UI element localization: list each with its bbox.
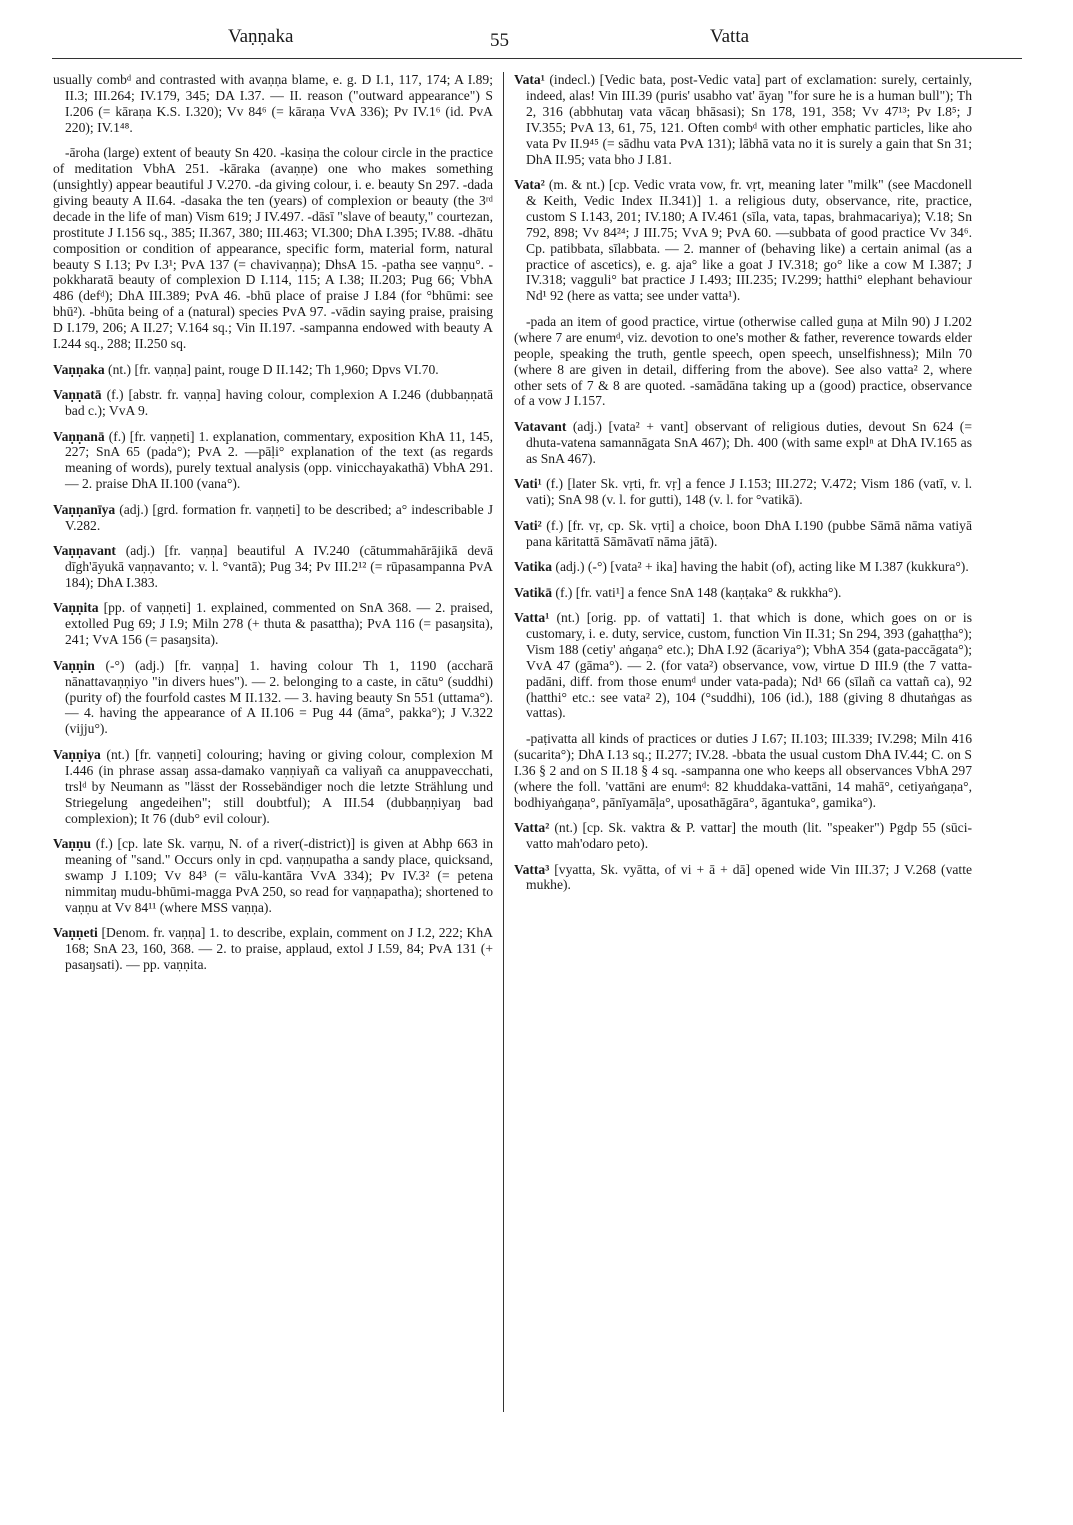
- dictionary-entry: [53, 836, 493, 916]
- entry-body: (indecl.) [Vedic bata, post-Vedic vata] part of exclamation: surely, certainly, indeed, alas! Vin III.39 (puris' usabho vat' āyaŋ "for sure he is a human bull"); Th 2, 316 (abbhutaŋ vata vācaŋ bhāsasi); Sn 178, 191, 358; Vv 47¹³; Pv I.8⁵; J IV.355; PvA 13, 61, 75, 121. Often combᵈ with other emphatic particles, like aho vata Pv II.9⁴⁵ (= sādhu vata PvA 131); lābhā vata no it is surely a gain that Sn 31; DhA II.95; vata bho J I.81.: [526, 72, 972, 167]
- dictionary-entry: [514, 610, 972, 721]
- right-guideword: Vatta: [710, 26, 750, 47]
- entry-headword: Vaṇṇanā: [53, 428, 105, 444]
- entry-headword: Vati²: [514, 517, 542, 533]
- dictionary-entry: [514, 72, 972, 167]
- entry-body: (-°) (adj.) [fr. vaṇṇa] 1. having colour Th 1, 1190 (accharā nānattavaṇṇiyo "in divers hues"). — 2. belonging to a caste, in cātu° (suddhi) (purity of) the fourfold castes M II.132. — 3. having beauty Sn 551 (uttama°). — 4. having the appearance of A II.106 = Pug 44 (āma°, pakka°); J V.322 (vijju°).: [65, 657, 493, 737]
- entry-body: [vyatta, Sk. vyātta, of vi + ā + dā] opened wide Vin III.37; J V.268 (vatte mukhe).: [526, 861, 972, 893]
- entry-headword: Vaṇṇin: [53, 657, 95, 673]
- entry-headword: Vaṇṇanīya: [53, 501, 116, 517]
- dictionary-entry: [514, 518, 972, 550]
- header-rule: [52, 58, 1022, 59]
- entry-headword: Vaṇṇatā: [53, 387, 102, 403]
- entry-body: (m. & nt.) [cp. Vedic vrata vow, fr. vṛt, meaning later "milk" (see Macdonell & Keith, Vedic Index II.341)] 1. a religious duty, observance, rite, practice, custom S I.143, 201; IV.180; A IV.461 (sīla, vata, tapas, brahmacariya); V.18; Sn 792, 898; Vv 84²⁴; J III.75; VvA 9; PvA 60. —subbata of good practice Vv 34⁶. Cp. patibbata, sīlabbata. — 2. manner of (behaving like) a certain animal (as a practice of ascetics), e. g. aja° like a goat J IV.318; go° like a cow M I.387; J IV.318; vagguli° bat practice J I.493; III.235; IV.299; hatthi° elephant behaviour Nd¹ 92 (here as vatta; see under vatta¹).: [526, 177, 972, 304]
- dictionary-entry: [53, 747, 493, 827]
- entry-headword: Vatika: [514, 559, 553, 575]
- entry-body: (f.) [fr. vaṇṇeti] 1. explanation, commentary, exposition KhA 11, 145, 227; SnA 65 (pada°); PvA 2. —pāḷi° explanation of the text (as regards meaning of words), purely textual analysis (opp. vinicchayakathā) VbhA 291. — 2. praise DhA II.100 (vana°).: [65, 428, 493, 492]
- entry-body: (adj.) [fr. vaṇṇa] beautiful A IV.240 (cātummahārājikā devā dīgh'āyukā vaṇṇavanto; v. l. °vantā); Pug 34; Pv III.2¹² (= rūpasampanna PvA 184); DhA I.383.: [65, 543, 493, 590]
- left-column: [53, 72, 493, 982]
- entry-headword: Vaṇṇu: [53, 836, 92, 851]
- entry-headword: Vatta²: [514, 820, 550, 836]
- dictionary-entry: [53, 925, 493, 973]
- column-divider: [503, 72, 504, 1412]
- dictionary-entry: [53, 543, 493, 591]
- entry-headword: Vaṇṇiya: [53, 746, 101, 762]
- entry-body: (nt.) [fr. vaṇṇa] paint, rouge D II.142; Th 1,960; Dpvs VI.70.: [104, 361, 439, 377]
- entry-body: (adj.) (-°) [vata² + ika] having the habit (of), acting like M I.387 (kukkura°).: [552, 559, 969, 575]
- entry-headword: Vaṇṇaka: [53, 361, 105, 377]
- entry-body: (adj.) [vata² + vant] observant of religious duties, devout Sn 624 (= dhuta-vatena samannāgata SnA 467); Dh. 400 (with same explⁿ at DhA IV.165 as as SnA 467).: [526, 418, 972, 466]
- dictionary-entry: [53, 429, 493, 493]
- entry-headword: Vaṇṇeti: [53, 925, 98, 941]
- compound-subentries: -paṭivatta all kinds of practices or duties J I.67; II.103; III.339; IV.298; Miln 416 (sucarita°); DhA I.13 sq.; II.277; IV.28. -bbata the usual custom DhA IV.44; C. on S I.36 § 2 and on S II.18 § 4 sq. -sampanna one who keeps all observances VbhA 297 (where the foll. 'vattāni are enumᵈ: 82 khuddaka-vattāni, 14 mahā°, cetiyaṅgaṇa°, bodhiyaṅgaṇa°, pānīyamāḷa°, uposathāgāra°, āgantuka°, gamika°).: [514, 730, 972, 810]
- dictionary-entry: [53, 658, 493, 738]
- right-column: [514, 72, 972, 903]
- dictionary-entry: [514, 862, 972, 894]
- entry-continuation: usually combᵈ and contrasted with avaṇṇa blame, e. g. D I.1, 117, 174; A I.89; II.3; III.264; IV.179, 345; DA I.37. — II. reason ("outward appearance") S I.206 (= kāraṇa K.S. I.320); Vv 84⁶ (= kāraṇa VvA 336); Pv IV.1⁶ (id. PvA 220); IV.1⁴⁸.: [53, 72, 493, 135]
- page-number: 55: [490, 30, 509, 51]
- entry-headword: Vatta³: [514, 861, 550, 877]
- dictionary-entry: [514, 559, 972, 575]
- entry-body: (f.) [fr. vati¹] a fence SnA 148 (kaṇṭaka° & rukkha°).: [552, 584, 842, 600]
- entry-body: [Denom. fr. vaṇṇa] 1. to describe, explain, comment on J I.2, 222; KhA 168; SnA 23, 160, 368. — 2. to praise, applaud, extol J I.59, 84; PvA 131 (+ pasaŋsati). — pp. vaṇṇita.: [65, 925, 493, 972]
- left-guideword: Vaṇṇaka: [228, 26, 294, 47]
- dictionary-entry: [514, 820, 972, 852]
- dictionary-entry: [53, 600, 493, 648]
- entry-body: (adj.) [grd. formation fr. vaṇṇeti] to be described; a° indescribable J V.282.: [65, 501, 493, 533]
- entry-headword: Vatikā: [514, 584, 553, 600]
- entry-headword: Vatta¹: [514, 610, 550, 626]
- entry-headword: Vaṇṇavant: [53, 543, 116, 559]
- entry-headword: Vati¹: [514, 476, 542, 492]
- entry-body: [pp. of vaṇṇeti] 1. explained, commented on SnA 368. — 2. praised, extolled Pug 69; J I.9; Miln 278 (+ thuta & pasattha); PvA 116 (= pasaŋsita), 241; VvA 156 (= pasaŋsita).: [65, 600, 493, 648]
- entry-body: (f.) [later Sk. vṛti, fr. vṛ] a fence J I.153; III.272; V.472; Vism 186 (vatī, v. l. vati); SnA 98 (v. l. for gutti), 148 (v. l. for °vatikā).: [526, 476, 972, 508]
- entry-body: (nt.) [orig. pp. of vattati] 1. that which is done, which goes on or is customary, i. e. duty, service, custom, function Vin II.31; Sn 294, 393 (gahaṭṭha°); Vism 188 (cetiy' aṅgaṇa° etc.); DhA I.92 (ācariya°); VbhA 354 (gata-paccāgata°); VvA 47 (gāma°). — 2. (for vata²) observance, vow, virtue D III.9 (the 7 vatta-padāni, diff. from those enumᵈ under vata-pada); Nd¹ 66 (sīlañ ca vattañ ca), 92 (hatthi° etc.: see vata² 2), 104 (°suddhi), 106 (id.), 188 (giving 8 dhutaṅgas as vattas).: [526, 610, 972, 721]
- entry-body: (f.) [abstr. fr. vaṇṇa] having colour, complexion A I.246 (dubbaṇṇatā bad c.); VvA 9.: [65, 387, 493, 418]
- dictionary-entry: [514, 177, 972, 304]
- dictionary-entry: [53, 362, 493, 378]
- entry-headword: Vata²: [514, 177, 545, 193]
- entry-body: (nt.) [fr. vaṇṇeti] colouring; having or giving colour, complexion M I.446 (in phrase assaŋ assa-damako vaṇṇiyañ ca valiyañ ca anuppavecchati, trslᵈ by Neumann as "lässt der Rossebändiger noch die letzte Strählung und Striegelung angedeihen"; still doubtful); A III.54 (dubbaṇṇiyaŋ bad complexion); It 76 (dub° evil colour).: [65, 746, 493, 826]
- entry-headword: Vata¹: [514, 72, 545, 87]
- dictionary-entry: [53, 502, 493, 534]
- page-header: [52, 26, 1022, 54]
- entry-body: (f.) [fr. vṛ, cp. Sk. vṛti] a choice, boon DhA I.190 (pubbe Sāmā nāma vatiyā pana kāritattā Sāmāvatī nāma jātā).: [526, 517, 972, 549]
- entry-body: (nt.) [cp. Sk. vaktra & P. vattar] the mouth (lit. "speaker") Pgdp 55 (sūci-vatto mah'odaro peto).: [526, 820, 972, 851]
- compound-subentries: -pada an item of good practice, virtue (otherwise called guṇa at Miln 90) J I.202 (where 7 are enumᵈ, viz. devotion to one's mother & father, reverence towards elder people, speaking the truth, gentle speech, open speech, unselfishness); Miln 70 (where 8 are given in detail, differing from the above). See also vatta² 2, where other sets of 7 & 8 are quoted. -samādāna taking up a (good) practice, observance of a vow J I.157.: [514, 313, 972, 409]
- compound-subentries: -āroha (large) extent of beauty Sn 420. -kasiṇa the colour circle in the practice of meditation VbhA 251. -kāraka (avaṇṇe) one who makes something (unsightly) appear beautiful J V.270. -da giving colour, i. e. beauty Sn 297. -dada giving beauty A II.64. -dasaka the ten (years) of complexion or beauty (the 3ʳᵈ decade in the life of man) Vism 619; J IV.497. -dāsī "slave of beauty," courtezan, prostitute J I.156 sq., 385; II.367, 380; III.463; VI.300; DhA I.395; IV.88. -dhātu composition or condition of appearance, specific form, material form, natural beauty S I.13; Pv I.3¹; PvA 137 (= chavivaṇṇa); DhsA 15. -patha see vaṇṇu°. -pokkharatā beauty of complexion D I.114, 115; A I.38; II.203; Pug 66; VbhA 486 (defᵈ); DhA III.389; PvA 46. -bhū place of praise J I.84 (for °bhūmi: see bhū²). -bhūta being of a (natural) species PvA 97. -vādin saying praise, praising D I.179, 206; A II.27; V.164 sq.; Vin II.197. -sampanna endowed with beauty A I.244 sq., 288; II.250 sq.: [53, 145, 493, 352]
- dictionary-entry: [53, 387, 493, 419]
- entry-headword: Vaṇṇita: [53, 600, 99, 616]
- dictionary-entry: [514, 419, 972, 467]
- entry-headword: Vatavant: [514, 418, 567, 434]
- entry-body: (f.) [cp. late Sk. varṇu, N. of a river(-district)] is given at Abhp 663 in meaning of "sand." Occurs only in cpd. vaṇṇupatha a sandy place, quicksand, swamp J I.109; Vv 84³ (= vālu-kantāra VvA 334); Pv IV.3² (= petena nimmitaŋ mudu-bhūmi-magga PvA 250, so read for vaṇṇapatha); shortened to vaṇṇu at Vv 84¹¹ (where MSS vaṇṇa).: [65, 836, 493, 915]
- dictionary-entry: [514, 476, 972, 508]
- dictionary-entry: [514, 585, 972, 601]
